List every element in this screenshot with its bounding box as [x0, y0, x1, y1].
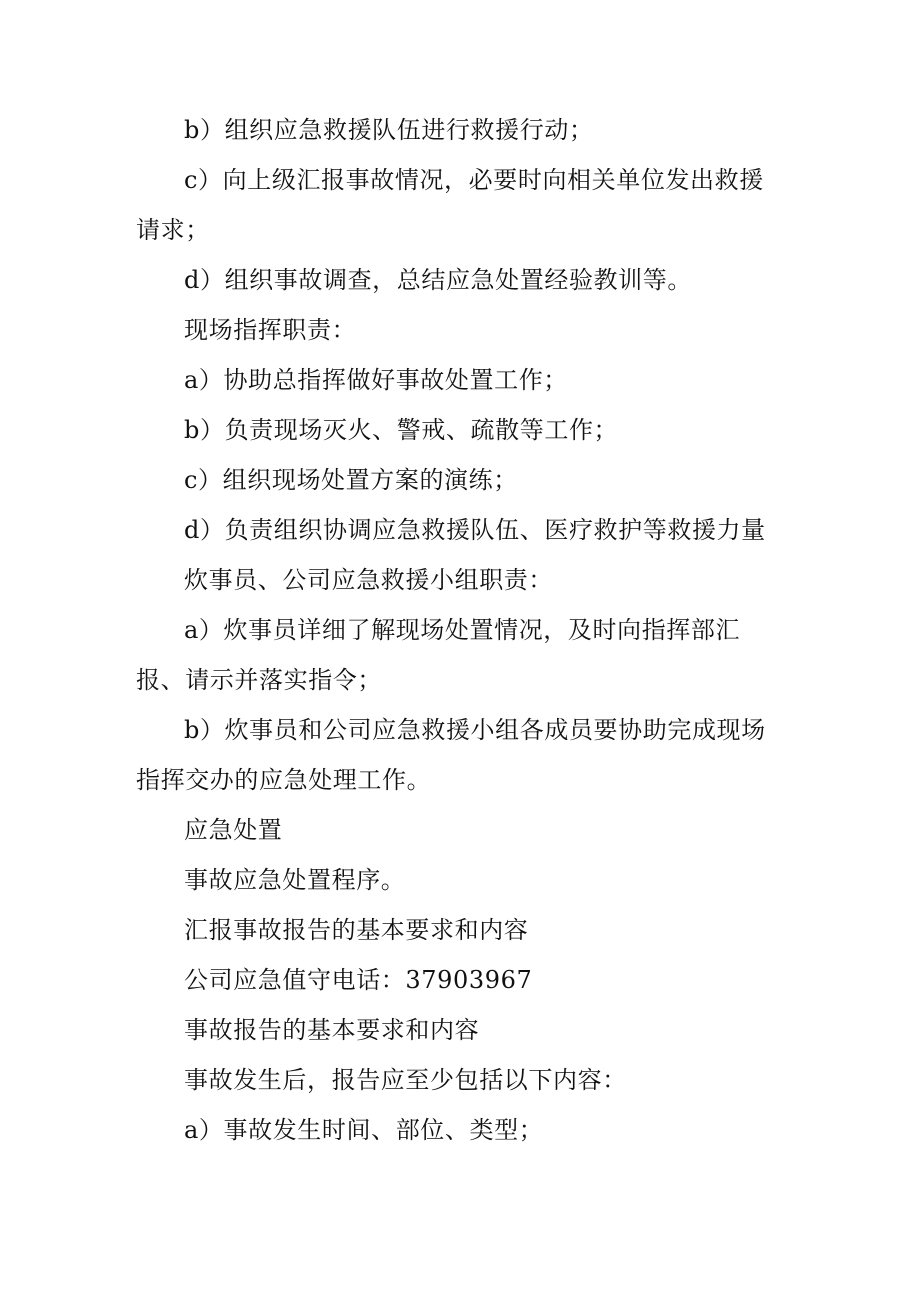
paragraph-9: 炊事员、公司应急救援小组职责： [184, 566, 553, 594]
paragraph-5: a）协助总指挥做好事故处置工作； [184, 366, 568, 394]
paragraph-17: 事故发生后，报告应至少包括以下内容： [184, 1066, 627, 1094]
paragraph-1: b）组织应急救援队伍进行救援行动； [184, 116, 594, 144]
paragraph-8: d）负责组织协调应急救援队伍、医疗救护等救援力量 [184, 516, 766, 544]
paragraph-13: 事故应急处置程序。 [184, 866, 406, 894]
document-body [136, 105, 784, 1155]
paragraph-14: 汇报事故报告的基本要求和内容 [184, 916, 529, 944]
paragraph-7: c）组织现场处置方案的演练； [184, 466, 518, 494]
paragraph-16: 事故报告的基本要求和内容 [184, 1016, 480, 1044]
paragraph-10: a）炊事员详细了解现场处置情况，及时向指挥部汇报、请示并落实指令； [136, 616, 741, 694]
paragraph-18: a）事故发生时间、部位、类型； [184, 1116, 544, 1144]
paragraph-4: 现场指挥职责： [184, 316, 357, 344]
paragraph-2: c）向上级汇报事故情况，必要时向相关单位发出救援请求； [136, 166, 764, 244]
paragraph-3: d）组织事故调查，总结应急处置经验教训等。 [184, 266, 692, 294]
paragraph-15: 公司应急值守电话：37903967 [184, 966, 533, 994]
paragraph-12: 应急处置 [184, 816, 283, 844]
paragraph-6: b）负责现场灭火、警戒、疏散等工作； [184, 416, 619, 444]
paragraph-11: b）炊事员和公司应急救援小组各成员要协助完成现场指挥交办的应急处理工作。 [136, 716, 766, 794]
